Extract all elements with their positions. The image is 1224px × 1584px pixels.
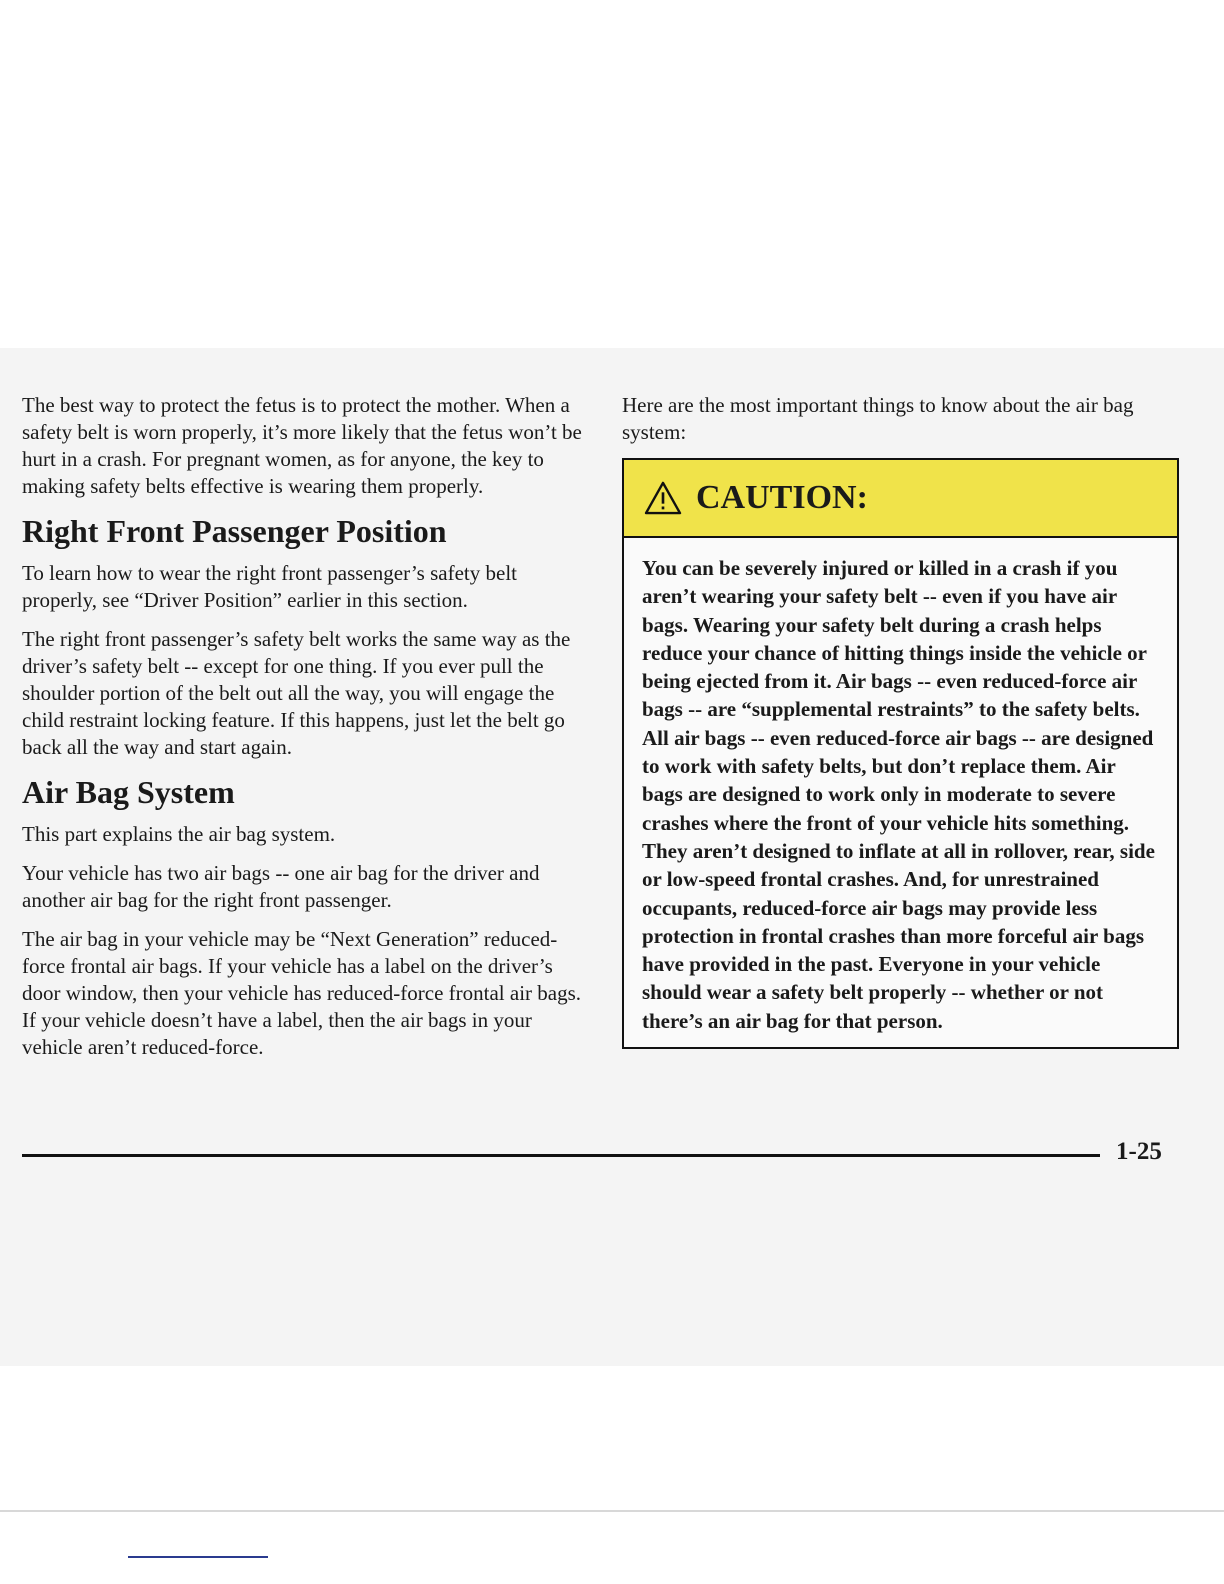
caution-text: You can be severely injured or killed in a crash if you aren’t wearing your safety belt -- even if you have air bags. Wearing your safety belt during a crash helps reduce your chance of hitting things inside the vehicle or being ejected from it. Air bags -- even reduced-force air bags -- are “supplemental restraints” to the safety belts. All air bags -- even reduced-force air bags -- are designed to work with safety belts, but don’t replace them. Air bags are designed to work only in moderate to severe crashes where the front of your vehicle hits something. They aren’t designed to inflate at all in rollover, rear, side or low-speed frontal crashes. And, for unrestrained occupants, reduced-force air bags may provide less protection in frontal crashes than more forceful air bags have provided in the past. Everyone in your vehicle should wear a safety belt properly -- whether or not there’s an air bag for that person. xyxy=(642,556,1155,1033)
air-bag-paragraph-2: Your vehicle has two air bags -- one air bag for the driver and another air bag for the right front passenger. xyxy=(22,861,540,912)
air-bag-paragraph-1: This part explains the air bag system. xyxy=(22,822,336,846)
page-number: 1-25 xyxy=(1116,1138,1162,1165)
left-column xyxy=(22,392,582,1073)
footer-rule xyxy=(22,1154,1100,1157)
scan-mark xyxy=(128,1556,268,1558)
heading-air-bag-system: Air Bag System xyxy=(22,774,235,810)
heading-right-front-passenger-position: Right Front Passenger Position xyxy=(22,513,447,549)
warning-triangle-icon xyxy=(644,481,682,515)
caution-header xyxy=(624,460,1177,538)
right-front-paragraph-2: The right front passenger’s safety belt works the same way as the driver’s safety belt -- except for one thing. If you ever pull the shoulder portion of the belt out all the way, you will engage the child restraint locking feature. If this happens, just let the belt go back all the way and start again. xyxy=(22,627,571,759)
air-bag-intro-paragraph: Here are the most important things to know about the air bag system: xyxy=(622,393,1134,444)
caution-title: CAUTION: xyxy=(696,479,868,516)
intro-paragraph: The best way to protect the fetus is to protect the mother. When a safety belt is worn properly, it’s more likely that the fetus won’t be hurt in a crash. For pregnant women, as for anyone, the key to making safety belts effective is wearing them properly. xyxy=(22,393,582,498)
page-edge-divider xyxy=(0,1510,1224,1512)
air-bag-paragraph-3: The air bag in your vehicle may be “Next Generation” reduced-force frontal air bags. If your vehicle has a label on the driver’s door window, then your vehicle has reduced-force frontal air bags. If your vehicle doesn’t have a label, then the air bags in your vehicle aren’t reduced-force. xyxy=(22,927,582,1059)
right-column xyxy=(622,392,1177,1049)
caution-box xyxy=(622,458,1179,1049)
right-front-paragraph-1: To learn how to wear the right front passenger’s safety belt properly, see “Driver Position” earlier in this section. xyxy=(22,561,517,612)
